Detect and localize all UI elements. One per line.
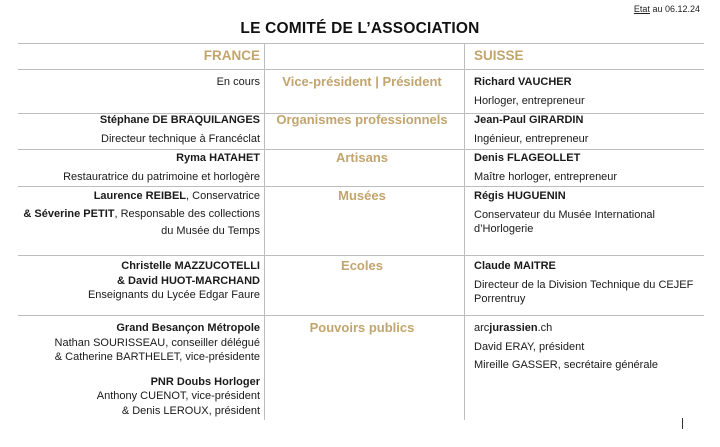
member-role: Nathan SOURISSEAU, conseiller délégué bbox=[54, 336, 260, 349]
member-role: Conservateur du Musée International d’Horlogerie bbox=[474, 208, 655, 235]
organization-name: Grand Besançon Métropole bbox=[116, 322, 260, 334]
france-cell bbox=[20, 151, 260, 184]
suisse-cell bbox=[474, 151, 699, 184]
france-cell bbox=[20, 259, 260, 303]
france-line: En cours bbox=[216, 76, 260, 88]
member-name: Laurence REIBEL bbox=[93, 190, 187, 202]
table-header-divider bbox=[18, 69, 704, 70]
row-divider bbox=[18, 186, 704, 187]
brand-bold: jurassien bbox=[489, 322, 538, 334]
organization-name: PNR Doubs Horloger bbox=[150, 375, 260, 388]
france-cell bbox=[20, 113, 260, 146]
category-label: Vice-président | Président bbox=[282, 74, 442, 89]
suisse-cell bbox=[474, 321, 699, 373]
member-name: Christelle MAZZUCOTELLI bbox=[121, 260, 260, 272]
member-role: , Responsable des collections bbox=[114, 207, 260, 220]
member-name: & Séverine PETIT bbox=[23, 207, 115, 220]
row-divider bbox=[18, 315, 704, 316]
page-title: LE COMITÉ DE L’ASSOCIATION bbox=[240, 20, 480, 37]
member-role: Directeur de la Division Technique du CEJEF Porrentruy bbox=[474, 278, 694, 305]
category-label: Artisans bbox=[335, 150, 389, 165]
member-role: & Denis LEROUX, président bbox=[121, 404, 260, 417]
member-role: , Conservatrice bbox=[186, 190, 260, 202]
column-divider bbox=[464, 43, 465, 420]
header-suisse: SUISSE bbox=[474, 48, 524, 63]
france-line bbox=[20, 207, 260, 222]
member-role: Maître horloger, entrepreneur bbox=[474, 170, 618, 183]
member-name: Richard VAUCHER bbox=[474, 76, 572, 88]
member-role: David ERAY, président bbox=[474, 340, 585, 353]
member-role: Horloger, entrepreneur bbox=[474, 94, 585, 107]
column-divider bbox=[264, 43, 265, 420]
member-role: du Musée du Temps bbox=[161, 225, 260, 237]
brand-prefix: arc bbox=[474, 322, 490, 334]
category-label: Ecoles bbox=[341, 258, 383, 273]
suisse-cell bbox=[474, 75, 699, 108]
france-line bbox=[20, 224, 260, 239]
member-name: & David HUOT-MARCHAND bbox=[117, 274, 260, 287]
france-cell bbox=[20, 321, 260, 418]
status-label: Etat bbox=[633, 4, 650, 14]
member-name: Stéphane DE BRAQUILANGES bbox=[99, 114, 260, 126]
member-role: Ingénieur, entrepreneur bbox=[474, 132, 589, 145]
status-date-value: au 06.12.24 bbox=[652, 4, 700, 14]
member-role: Enseignants du Lycée Edgar Faure bbox=[87, 289, 260, 301]
table-top-border bbox=[18, 43, 704, 44]
header-france: FRANCE bbox=[203, 48, 260, 63]
suisse-cell bbox=[474, 259, 699, 307]
france-line bbox=[20, 189, 260, 204]
category-label: Organismes professionnels bbox=[276, 112, 448, 127]
france-cell bbox=[20, 189, 260, 239]
member-name: Ryma HATAHET bbox=[176, 152, 260, 164]
status-date bbox=[634, 4, 700, 14]
category-label: Pouvoirs publics bbox=[309, 320, 415, 335]
member-role: Directeur technique à Francéclat bbox=[101, 132, 260, 145]
row-divider bbox=[18, 255, 704, 256]
member-name: Jean-Paul GIRARDIN bbox=[474, 114, 584, 126]
member-role: & Catherine BARTHELET, vice-présidente bbox=[54, 351, 260, 363]
member-role: Anthony CUENOT, vice-président bbox=[96, 390, 260, 402]
text-cursor bbox=[682, 418, 683, 429]
member-role: Mireille GASSER, secrétaire générale bbox=[474, 359, 659, 371]
member-role: Restauratrice du patrimoine et horlogère bbox=[63, 170, 260, 183]
organization-name bbox=[474, 321, 699, 336]
suisse-cell bbox=[474, 189, 699, 237]
member-name: Régis HUGUENIN bbox=[474, 190, 566, 202]
brand-suffix: .ch bbox=[537, 322, 553, 334]
suisse-cell bbox=[474, 113, 699, 146]
member-name: Denis FLAGEOLLET bbox=[474, 152, 581, 164]
member-name: Claude MAITRE bbox=[474, 260, 556, 272]
france-cell bbox=[20, 75, 260, 90]
category-label: Musées bbox=[338, 188, 386, 203]
